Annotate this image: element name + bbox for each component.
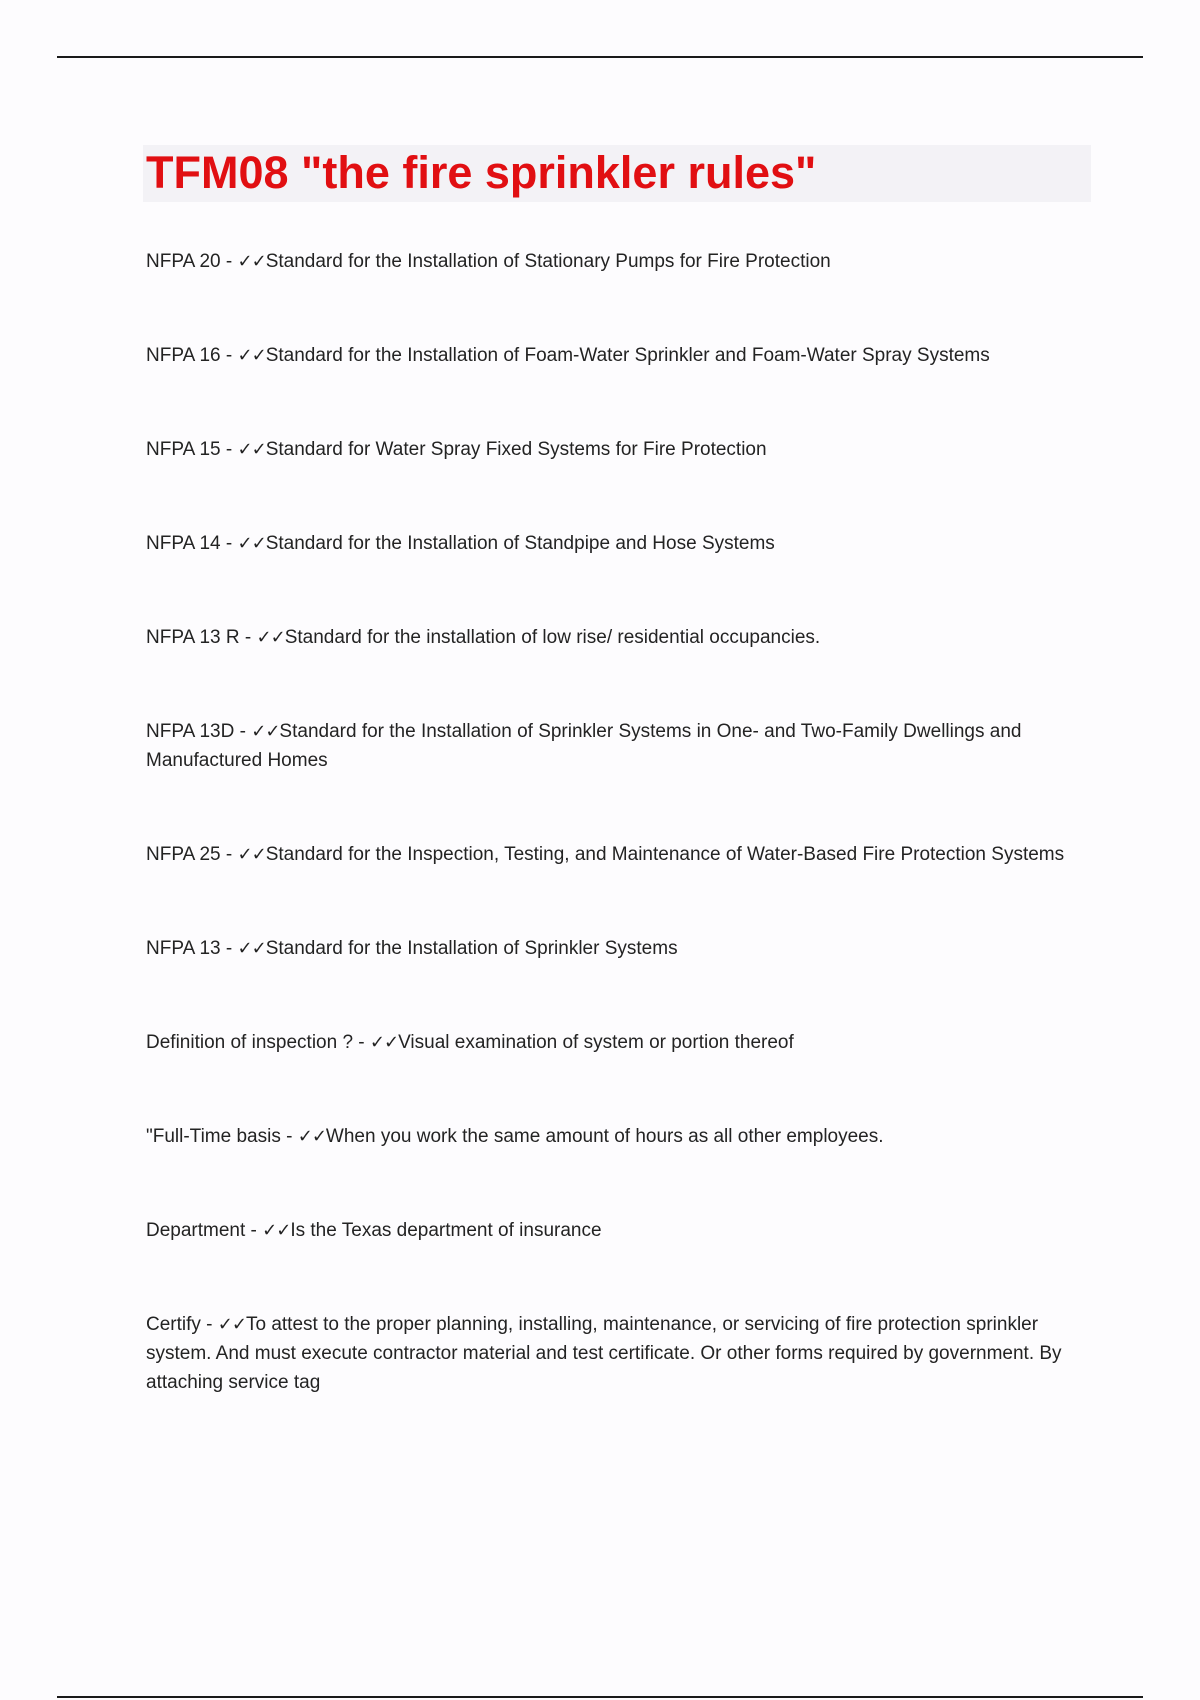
entry-term: NFPA 13 R (146, 627, 240, 648)
entry-nfpa-15 (146, 435, 1096, 464)
check-icon: ✓✓ (237, 938, 266, 959)
entry-separator: - (200, 1314, 218, 1335)
check-icon: ✓✓ (237, 439, 266, 460)
entry-separator: - (239, 627, 257, 648)
entry-definition: Standard for the Inspection, Testing, and Maintenance of Water-Based Fire Protection Systems (265, 844, 1065, 865)
entry-separator: - (220, 844, 238, 865)
entry-definition: Standard for the Installation of Foam-Water Sprinkler and Foam-Water Spray Systems (265, 345, 990, 366)
entry-definition: Standard for the installation of low rise/ residential occupancies. (284, 627, 821, 648)
entry-full-time-basis (146, 1122, 1096, 1151)
entry-term: Certify (146, 1314, 201, 1335)
check-icon: ✓✓ (237, 251, 266, 272)
entry-term: NFPA 13D (146, 721, 235, 742)
entry-nfpa-13r (146, 623, 1096, 652)
entry-list (146, 247, 1096, 1462)
entry-term: NFPA 13 (146, 938, 221, 959)
entry-term: Definition of inspection ? (146, 1032, 354, 1053)
check-icon: ✓✓ (217, 1314, 246, 1335)
entry-separator: - (353, 1032, 370, 1053)
entry-department (146, 1216, 1096, 1245)
entry-term: Department (146, 1220, 246, 1241)
entry-separator: - (220, 533, 238, 554)
entry-definition: Standard for the Installation of Sprinkler Systems in One- and Two-Family Dwellings and Manufactured Homes (146, 721, 1022, 771)
entry-definition: Is the Texas department of insurance (290, 1220, 602, 1241)
entry-nfpa-25 (146, 840, 1096, 869)
entry-separator: - (220, 439, 238, 460)
entry-nfpa-13d (146, 717, 1096, 775)
check-icon: ✓✓ (237, 345, 266, 366)
check-icon: ✓✓ (237, 533, 266, 554)
entry-separator: - (220, 251, 238, 272)
entry-term: NFPA 16 (146, 345, 221, 366)
entry-separator: - (220, 938, 238, 959)
entry-separator: - (280, 1126, 298, 1147)
entry-certify (146, 1310, 1096, 1397)
entry-definition: When you work the same amount of hours as all other employees. (325, 1126, 884, 1147)
bottom-rule (57, 1696, 1143, 1698)
check-icon: ✓✓ (262, 1220, 291, 1241)
check-icon: ✓✓ (297, 1126, 326, 1147)
entry-separator: - (234, 721, 252, 742)
entry-nfpa-14 (146, 529, 1096, 558)
entry-definition: Standard for the Installation of Stationary Pumps for Fire Protection (265, 251, 831, 272)
document-title: TFM08 "the fire sprinkler rules" (146, 147, 817, 198)
entry-definition: Visual examination of system or portion thereof (398, 1032, 794, 1053)
check-icon: ✓✓ (251, 721, 280, 742)
entry-nfpa-16 (146, 341, 1096, 370)
entry-term: NFPA 25 (146, 844, 221, 865)
entry-term: NFPA 20 (146, 251, 221, 272)
check-icon: ✓✓ (237, 844, 266, 865)
entry-nfpa-13 (146, 934, 1096, 963)
entry-definition-of-inspection (146, 1028, 1096, 1057)
entry-term: NFPA 14 (146, 533, 221, 554)
entry-definition: To attest to the proper planning, installing, maintenance, or servicing of fire protection sprinkler system. And must execute contractor material and test certificate. Or other forms required by government. By attaching service tag (146, 1314, 1062, 1393)
check-icon: ✓✓ (369, 1032, 399, 1053)
entry-definition: Standard for Water Spray Fixed Systems for Fire Protection (265, 439, 767, 460)
check-icon: ✓✓ (256, 627, 285, 648)
top-rule (57, 56, 1143, 58)
entry-nfpa-20 (146, 247, 1096, 276)
entry-separator: - (245, 1220, 263, 1241)
entry-definition: Standard for the Installation of Sprinkler Systems (265, 938, 678, 959)
entry-separator: - (220, 345, 238, 366)
entry-term: NFPA 15 (146, 439, 221, 460)
entry-term: "Full-Time basis (146, 1126, 281, 1147)
entry-definition: Standard for the Installation of Standpipe and Hose Systems (265, 533, 775, 554)
